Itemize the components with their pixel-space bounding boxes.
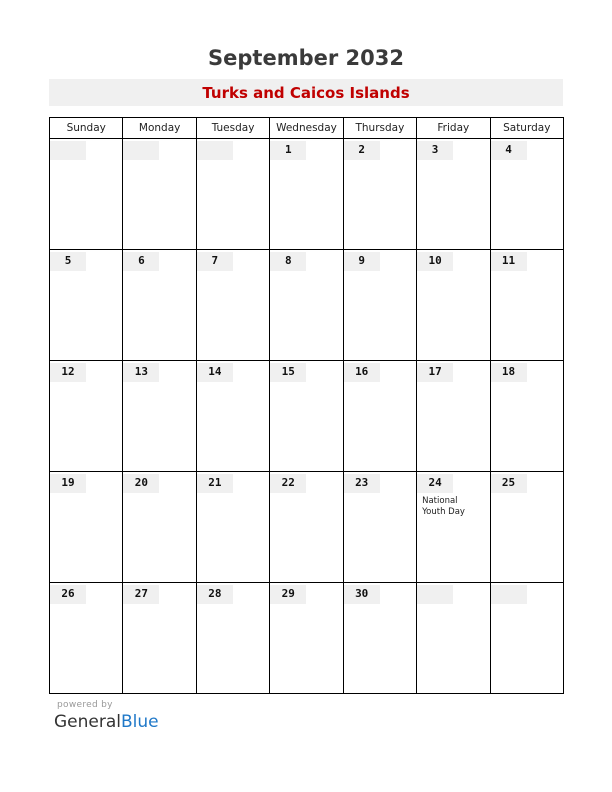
day-cell (270, 361, 343, 472)
day-number: 2 (358, 143, 365, 156)
day-number: 28 (208, 587, 222, 600)
day-cell (490, 139, 563, 250)
day-cell (490, 472, 563, 583)
day-number: 16 (355, 365, 369, 378)
day-cell (50, 139, 123, 250)
weekday-thursday: Thursday (343, 118, 416, 139)
day-number: 19 (61, 476, 75, 489)
weekday-saturday: Saturday (490, 118, 563, 139)
country-banner (49, 79, 563, 106)
day-number-box (270, 474, 306, 493)
day-number: 26 (61, 587, 75, 600)
day-cell (343, 361, 416, 472)
day-cell (270, 250, 343, 361)
week-row (50, 472, 564, 583)
day-number: 17 (428, 365, 442, 378)
week-row (50, 361, 564, 472)
day-number-box (123, 363, 159, 382)
weekday-friday: Friday (417, 118, 490, 139)
day-number: 24 (428, 476, 442, 489)
day-number: 9 (358, 254, 365, 267)
day-number-box (197, 363, 233, 382)
day-cell (417, 472, 490, 583)
day-number-box (417, 141, 453, 160)
brand-general: General (54, 712, 121, 732)
day-number-box (123, 474, 159, 493)
day-number: 27 (134, 587, 149, 600)
day-cell (417, 250, 490, 361)
day-number: 8 (284, 254, 292, 267)
day-number-box (417, 474, 453, 493)
day-number-box (50, 141, 86, 160)
weekday-monday: Monday (123, 118, 196, 139)
day-number-box (123, 141, 159, 160)
day-cell (343, 250, 416, 361)
day-cell (417, 139, 490, 250)
day-number-box (270, 252, 306, 271)
day-number-box (270, 363, 306, 382)
week-row (50, 139, 564, 250)
day-number-box (50, 474, 86, 493)
day-number-box (417, 252, 453, 271)
day-number-box (491, 141, 527, 160)
day-cell (490, 250, 563, 361)
day-number-box (491, 585, 527, 604)
day-number-box (344, 252, 380, 271)
day-number-box (344, 363, 380, 382)
day-number: 1 (284, 143, 292, 156)
day-number: 20 (134, 476, 149, 489)
day-number-box (50, 585, 86, 604)
day-cell (196, 583, 269, 694)
day-number-box (50, 363, 86, 382)
day-cell (123, 250, 196, 361)
week-row (50, 250, 564, 361)
day-number-box (344, 141, 380, 160)
day-number: 7 (211, 254, 219, 267)
day-number-box (491, 363, 527, 382)
day-cell (270, 139, 343, 250)
day-number: 12 (61, 365, 75, 378)
weekday-wednesday: Wednesday (270, 118, 343, 139)
day-number-box (417, 585, 453, 604)
day-cell (270, 583, 343, 694)
day-number-box (491, 252, 527, 271)
day-number: 29 (281, 587, 295, 600)
day-number: 6 (138, 254, 145, 267)
brand-blue: Blue (121, 712, 159, 732)
day-number: 10 (428, 254, 442, 267)
week-row (50, 583, 564, 694)
weekday-sunday: Sunday (50, 118, 123, 139)
day-cell (270, 472, 343, 583)
day-cell (50, 583, 123, 694)
day-number-box (270, 585, 306, 604)
day-number-box (491, 474, 527, 493)
day-number: 5 (64, 254, 72, 267)
day-number: 3 (431, 143, 439, 156)
generalblue-logo[interactable] (54, 712, 159, 732)
day-cell (123, 361, 196, 472)
day-number: 18 (501, 365, 516, 378)
day-number: 13 (134, 365, 149, 378)
day-number-box (50, 252, 86, 271)
day-number-box (270, 141, 306, 160)
day-cell (490, 361, 563, 472)
day-cell (196, 250, 269, 361)
day-number-box (344, 474, 380, 493)
holiday-label: National Youth Day (422, 496, 465, 517)
day-cell (50, 250, 123, 361)
day-cell (417, 583, 490, 694)
day-number-box (197, 252, 233, 271)
day-number: 23 (355, 476, 369, 489)
weekday-header-row (50, 118, 564, 139)
day-cell (123, 139, 196, 250)
calendar-title: September 2032 (208, 46, 404, 70)
day-cell (343, 583, 416, 694)
country-name: Turks and Caicos Islands (202, 84, 410, 102)
day-cell (343, 472, 416, 583)
day-cell (196, 361, 269, 472)
day-number: 11 (501, 254, 516, 267)
day-cell (490, 583, 563, 694)
day-number-box (123, 252, 159, 271)
day-cell (123, 472, 196, 583)
day-number-box (123, 585, 159, 604)
day-cell (417, 361, 490, 472)
weekday-tuesday: Tuesday (196, 118, 269, 139)
day-number: 4 (505, 143, 512, 156)
calendar-grid (49, 117, 564, 694)
day-number-box (197, 141, 233, 160)
day-number: 21 (208, 476, 222, 489)
day-number: 15 (281, 365, 295, 378)
day-number-box (197, 474, 233, 493)
powered-by-label: powered by (57, 700, 113, 710)
day-cell (50, 361, 123, 472)
day-number-box (344, 585, 380, 604)
day-cell (343, 139, 416, 250)
day-cell (196, 472, 269, 583)
day-cell (50, 472, 123, 583)
day-number-box (417, 363, 453, 382)
day-number: 22 (281, 476, 295, 489)
day-cell (196, 139, 269, 250)
day-number: 30 (355, 587, 369, 600)
day-number: 14 (208, 365, 222, 378)
day-number-box (197, 585, 233, 604)
day-number: 25 (501, 476, 516, 489)
day-cell (123, 583, 196, 694)
